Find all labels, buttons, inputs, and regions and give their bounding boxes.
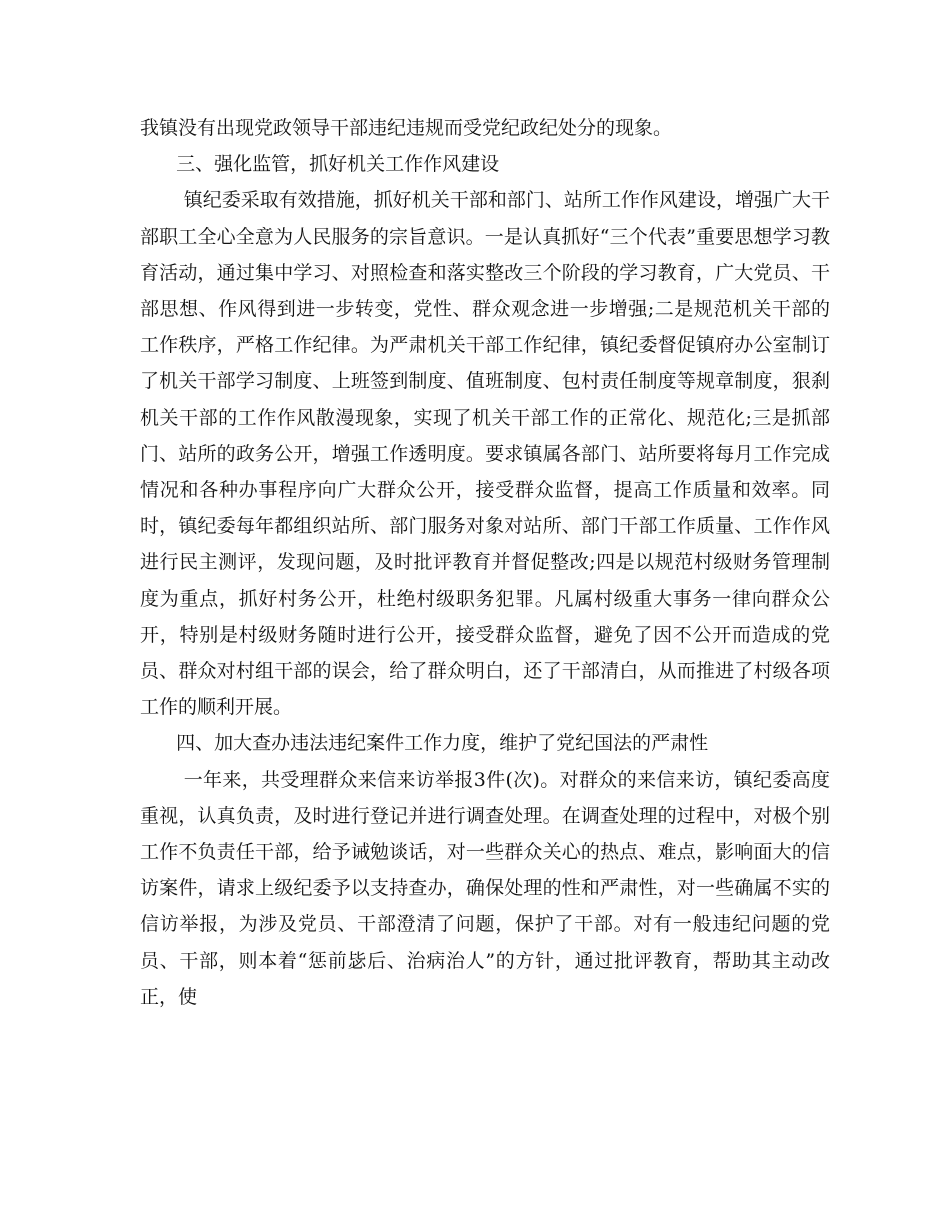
paragraph-case-handling: 一年来，共受理群众来信来访举报3件(次)。对群众的来信来访，镇纪委高度重视，认真负责，及时进行登记并进行调查处理。在调查处理的过程中，对极个别工作不负责任干部，给予诫勉谈话，对一些群众关心的热点、难点，影响面大的信访案件，请求上级纪委予以支持查办，确保处理的性和严肃性，对一些确属不实的信访举报，为涉及党员、干部澄清了问题，保护了干部。对有一般违纪问题的党员、干部，则本着“惩前毖后、治病治人”的方针，通过批评教育，帮助其主动改正，使 <box>140 768 830 1008</box>
paragraph-work-style: 镇纪委采取有效措施，抓好机关干部和部门、站所工作作风建设，增强广大干部职工全心全意为人民服务的宗旨意识。一是认真抓好“三个代表”重要思想学习教育活动，通过集中学习、对照检查和落实整改三个阶段的学习教育，广大党员、干部思想、作风得到进一步转变，党性、群众观念进一步增强;二是规范机关干部的工作秩序，严格工作纪律。为严肃机关干部工作纪律，镇纪委督促镇府办公室制订了机关干部学习制度、上班签到制度、值班制度、包村责任制度等规章制度，狠刹机关干部的工作作风散漫现象，实现了机关干部工作的正常化、规范化;三是抓部门、站所的政务公开，增强工作透明度。要求镇属各部门、站所要将每月工作完成情况和各种办事程序向广大群众公开，接受群众监督，提高工作质量和效率。同时，镇纪委每年都组织站所、部门服务对象对站所、部门干部工作质量、工作作风进行民主测评，发现问题，及时批评教育并督促整改;四是以规范村级财务管理制度为重点，抓好村务公开，杜绝村级职务犯罪。凡属村级重大事务一律向群众公开，特别是村级财务随时进行公开，接受群众监督，避免了因不公开而造成的党员、群众对村组干部的误会，给了群众明白，还了干部清白，从而推进了村级各项工作的顺利开展。 <box>140 189 830 719</box>
document-body <box>140 110 830 1015</box>
section-heading-3: 三、强化监管，抓好机关工作作风建设 <box>176 153 500 176</box>
section-heading-4: 四、加大查办违法违纪案件工作力度，维护了党纪国法的严肃性 <box>176 732 709 755</box>
paragraph-closing-line: 我镇没有出现党政领导干部违纪违规而受党纪政纪处分的现象。 <box>140 117 673 139</box>
